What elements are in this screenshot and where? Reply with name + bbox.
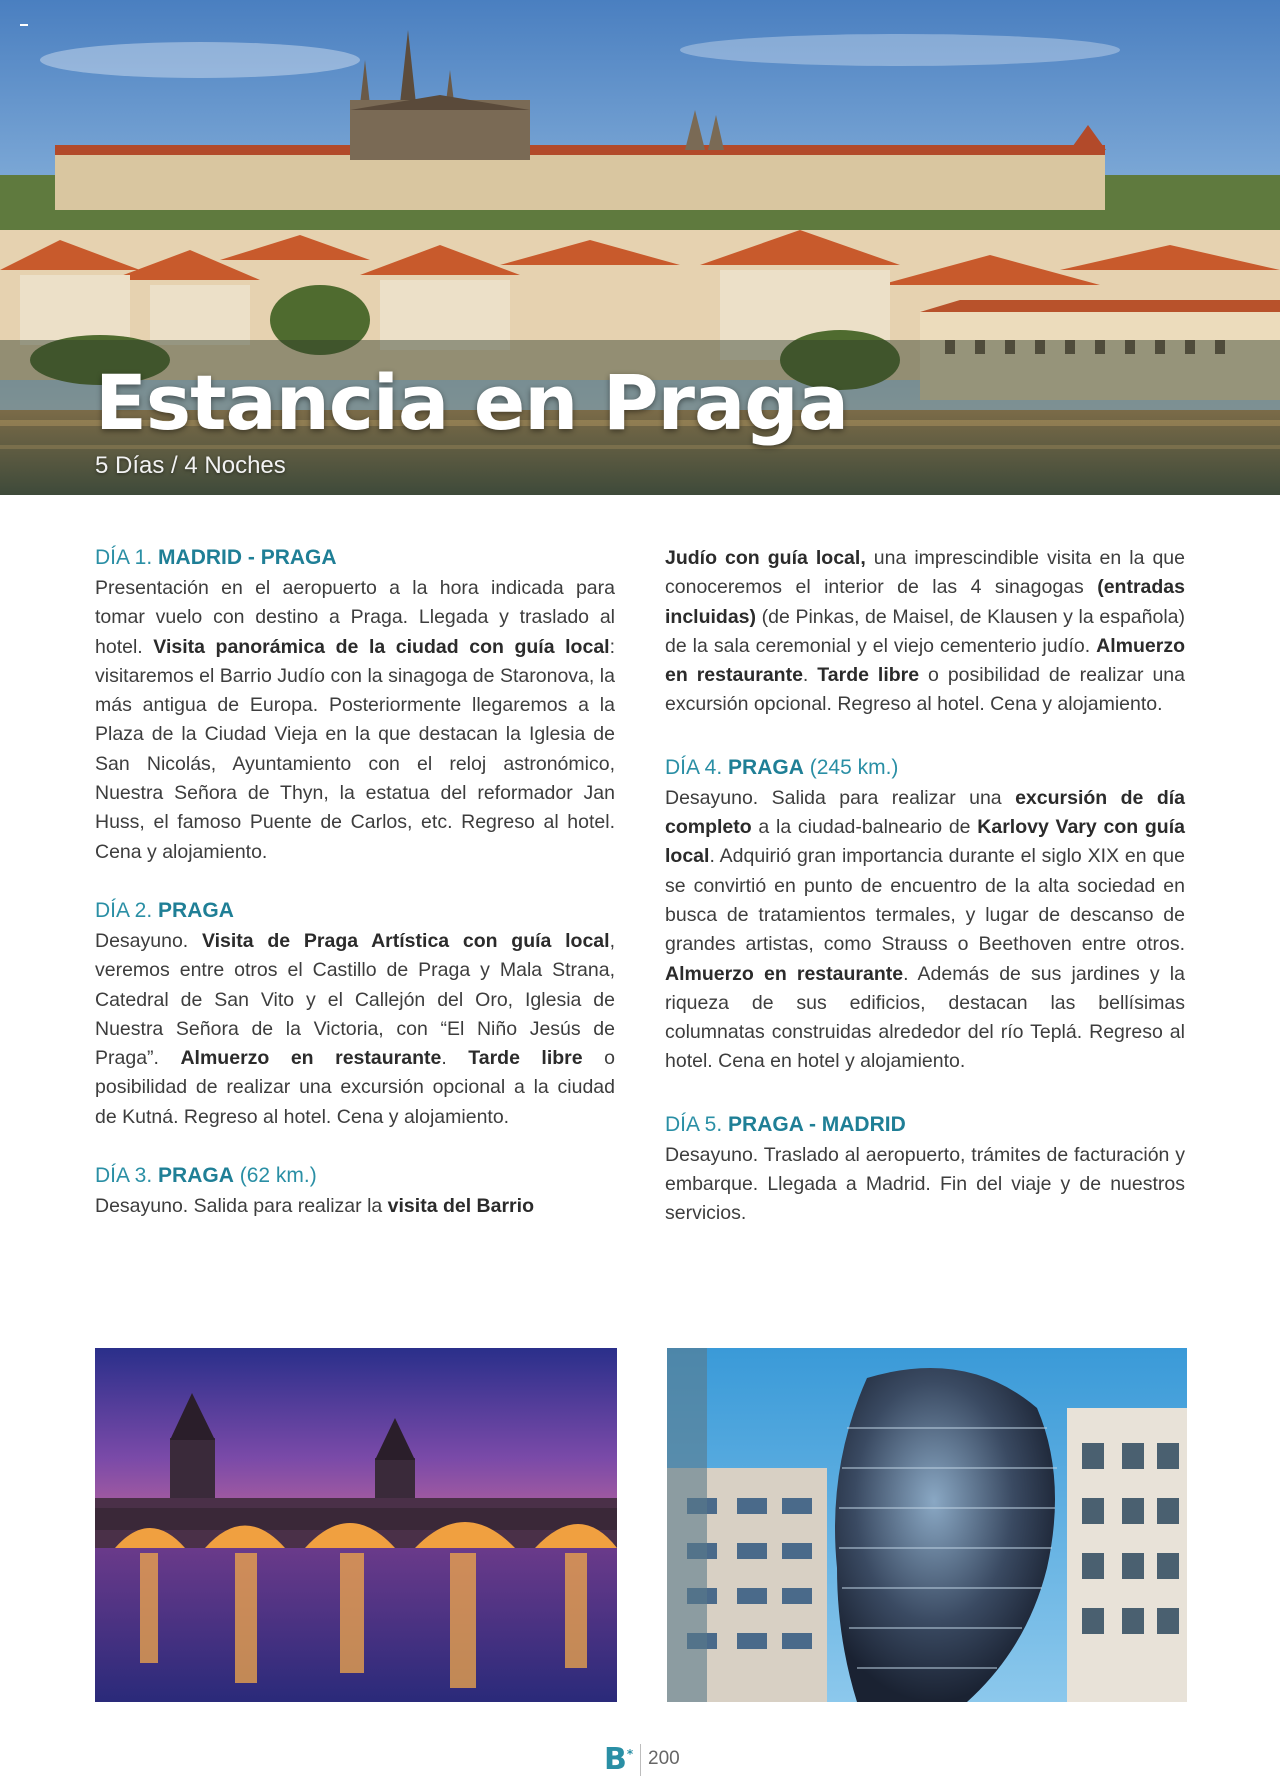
text-run: Presentación en el aeropuerto a la hora indicada para tomar vuelo con destino a Praga. Llegada y traslado al hotel.	[95, 577, 615, 658]
text-run: . Adquirió gran importancia durante el siglo XIX en que se convirtió en punto de encuentro de la alta sociedad en busca de tratamientos termales, y lugar de descanso de grandes artistas, como Strauss o Beethoven entre otros.	[665, 845, 1185, 956]
logo-mark: *	[626, 1747, 634, 1761]
day-1-text	[95, 574, 615, 867]
day-label: DÍA 4.	[665, 755, 723, 779]
itinerary-column-left	[95, 544, 615, 1251]
day-2-section	[95, 897, 615, 1132]
day-5-text	[665, 1141, 1185, 1229]
day-city: PRAGA	[158, 1164, 234, 1188]
kafka-head-illustration	[667, 1348, 1187, 1702]
page-number: 200	[648, 1748, 680, 1769]
day-2-text	[95, 927, 615, 1132]
day-label: DÍA 5.	[665, 1112, 723, 1136]
text-bold: Visita panorámica de la ciudad con guía local	[153, 635, 610, 658]
day-label: DÍA 3.	[95, 1164, 153, 1188]
page-footer	[0, 1740, 1280, 1780]
text-bold: visita del Barrio	[387, 1195, 534, 1218]
day-3-text-start	[95, 1192, 615, 1221]
day-3-continuation	[665, 544, 1185, 720]
text-bold: Tarde libre	[817, 664, 920, 687]
day-city: PRAGA - MADRID	[728, 1112, 906, 1136]
day-city: PRAGA	[728, 755, 804, 779]
charles-bridge-night-illustration	[95, 1348, 617, 1702]
text-bold: (entradas incluidas)	[665, 576, 1185, 628]
brand-logo	[604, 1742, 633, 1777]
text-run: , veremos entre otros el Castillo de Praga y Mala Strana, Catedral de San Vito y el Callejón del Oro, Iglesia de Nuestra Señora de la Victoria, con “El Niño Jesús de Praga”.	[95, 929, 615, 1070]
text-run: .	[441, 1047, 469, 1070]
text-run: (de Pinkas, de Maisel, de Klausen y la española) de la sala ceremonial y el viejo cementerio judío.	[665, 605, 1185, 657]
text-bold: Almuerzo en restaurante	[180, 1047, 442, 1070]
text-run: Desayuno. Traslado al aeropuerto, trámites de facturación y embarque. Llegada a Madrid. Fin del viaje y de nuestros servicios.	[665, 1143, 1185, 1225]
text-run: . Además de sus jardines y la riqueza de sus edificios, destacan las bellísimas columnatas construidas alrededor del río Teplá. Regreso al hotel. Cena en hotel y alojamiento.	[665, 962, 1185, 1073]
charles-bridge-photo	[95, 1348, 617, 1702]
day-1-section	[95, 544, 615, 867]
text-run: a la ciudad-balneario de	[751, 816, 978, 839]
text-run: : visitaremos el Barrio Judío con la sinagoga de Staronova, la más antigua de Europa. Posteriormente llegaremos a la Plaza de la Ciudad Vieja en la que destacan la Iglesia de San Nicolás, Ayuntamiento con el reloj astronómico, Nuestra Señora de Thyn, la estatua del reformador Jan Huss, el famoso Puente de Carlos, etc. Regreso al hotel. Cena y alojamiento.	[95, 635, 616, 863]
day-label: DÍA 2.	[95, 898, 153, 922]
day-3-text-end	[665, 544, 1185, 720]
text-run: una imprescindible visita en la que conoceremos el interior de las 4 sinagogas	[665, 547, 1185, 599]
day-city: MADRID - PRAGA	[158, 546, 337, 569]
text-bold: Visita de Praga Artística con guía local	[201, 929, 610, 952]
hero-image-prague	[0, 0, 1280, 495]
text-run: .	[802, 664, 818, 687]
text-run: Desayuno. Salida para realizar la	[95, 1195, 388, 1218]
text-run: o posibilidad de realizar una excursión opcional. Regreso al hotel. Cena y alojamiento.	[665, 664, 1185, 716]
day-1-heading	[95, 544, 615, 572]
day-label: DÍA 1.	[95, 546, 153, 569]
day-3-heading	[95, 1162, 615, 1190]
day-city: PRAGA	[158, 898, 234, 922]
text-bold: Almuerzo en restaurante	[665, 634, 1185, 687]
text-bold: excursión de día completo	[665, 786, 1185, 839]
page-title: Estancia en Praga	[95, 358, 848, 447]
day-distance: (245 km.)	[809, 755, 899, 779]
footer-divider	[640, 1744, 641, 1776]
day-3-section	[95, 1162, 615, 1221]
page-subtitle: 5 Días / 4 Noches	[95, 452, 286, 479]
day-4-heading	[665, 754, 1185, 782]
day-5-heading	[665, 1111, 1185, 1139]
text-bold: Karlovy Vary con guía local	[665, 816, 1185, 868]
text-run: Desayuno.	[95, 929, 202, 952]
day-distance: (62 km.)	[239, 1164, 317, 1188]
day-2-heading	[95, 897, 615, 925]
corner-mark	[20, 24, 28, 26]
logo-letter: B	[604, 1742, 627, 1777]
text-run: o posibilidad de realizar una excursión opcional a la ciudad de Kutná. Regreso al hotel. Cena y alojamiento.	[95, 1047, 615, 1128]
text-run: Desayuno. Salida para realizar una	[665, 786, 1016, 809]
kafka-head-sculpture-photo	[667, 1348, 1187, 1702]
itinerary-column-right	[665, 544, 1185, 1259]
text-bold: Almuerzo en restaurante	[665, 962, 904, 985]
day-4-section	[665, 754, 1185, 1077]
day-4-text	[665, 784, 1185, 1077]
day-5-section	[665, 1111, 1185, 1229]
text-bold: Tarde libre	[468, 1047, 583, 1070]
text-bold: Judío con guía local,	[665, 547, 866, 569]
